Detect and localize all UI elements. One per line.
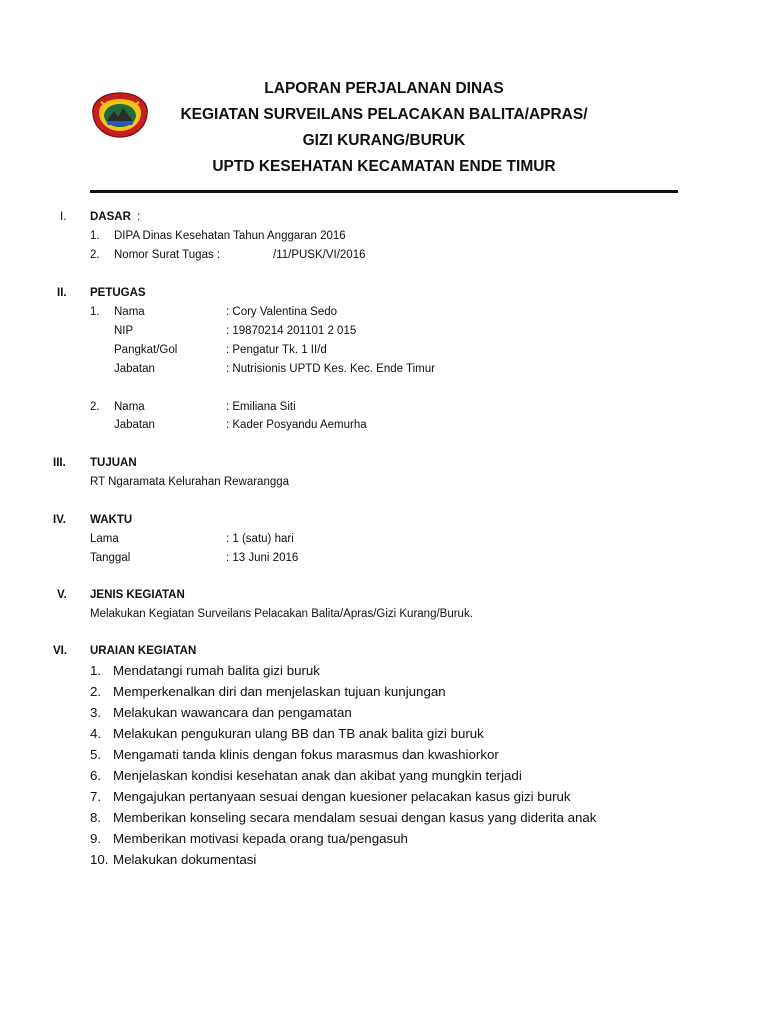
section-numeral-petugas: II. [57,287,67,299]
waktu-field-value: : 1 (satu) hari [226,533,294,545]
section-numeral-uraian: VI. [53,645,68,657]
section-title-dasar-colon: : [137,211,141,223]
uraian-item-number: 5. [90,747,102,762]
dasar-item-number: 2. [90,249,100,261]
section-numeral-jenis: V. [57,589,67,601]
header-title-line-4: UPTD KESEHATAN KECAMATAN ENDE TIMUR [212,158,556,175]
header-title-line-1: LAPORAN PERJALANAN DINAS [264,80,504,97]
uraian-item-number: 8. [90,810,102,825]
officer-field-label: Pangkat/Gol [114,344,178,356]
officer-field-value: : 19870214 201101 2 015 [226,325,357,337]
uraian-item-number: 3. [90,705,102,720]
section-title-waktu: WAKTU [90,514,133,526]
uraian-item-number: 10. [90,852,109,867]
officer-field-value: : Kader Posyandu Aemurha [226,419,367,431]
section-title-jenis: JENIS KEGIATAN [90,589,185,601]
officer-field-label: Nama [114,306,145,318]
uraian-item-text: Melakukan wawancara dan pengamatan [113,705,352,720]
uraian-item-number: 2. [90,684,102,699]
officer-number: 2. [90,401,100,413]
officer-field-value: : Pengatur Tk. 1 II/d [226,344,327,356]
waktu-field-label: Lama [90,533,119,545]
uraian-item-text: Melakukan dokumentasi [113,852,257,867]
dasar-item-text: Nomor Surat Tugas : [114,249,221,261]
tujuan-text: RT Ngaramata Kelurahan Rewarangga [90,476,290,488]
uraian-item-number: 7. [90,789,102,804]
officer-field-label: Jabatan [114,363,155,375]
officer-number: 1. [90,306,100,318]
uraian-item-text: Mengamati tanda klinis dengan fokus marasmus dan kwashiorkor [113,747,499,762]
dasar-item-text: DIPA Dinas Kesehatan Tahun Anggaran 2016 [114,230,346,242]
section-title-petugas: PETUGAS [90,287,146,299]
section-numeral-tujuan: III. [53,457,66,469]
officer-field-value: : Emiliana Siti [226,401,296,413]
uraian-item-text: Memberikan motivasi kepada orang tua/pengasuh [113,831,408,846]
uraian-item-text: Memperkenalkan diri dan menjelaskan tujuan kunjungan [113,684,446,699]
uraian-item-text: Memberikan konseling secara mendalam sesuai dengan kasus yang diderita anak [113,810,597,825]
section-title-tujuan: TUJUAN [90,457,137,469]
officer-field-value: : Cory Valentina Sedo [226,306,338,318]
jenis-text: Melakukan Kegiatan Surveilans Pelacakan Balita/Apras/Gizi Kurang/Buruk. [90,608,473,620]
section-numeral-dasar: I. [60,211,67,223]
uraian-item-text: Menjelaskan kondisi kesehatan anak dan akibat yang mungkin terjadi [113,768,522,783]
dasar-item-number: 1. [90,230,100,242]
header-divider [90,190,678,193]
section-title-uraian: URAIAN KEGIATAN [90,645,197,657]
officer-field-label: Nama [114,401,145,413]
officer-field-label: NIP [114,325,134,337]
header-title-line-2: KEGIATAN SURVEILANS PELACAKAN BALITA/APRAS/ [180,106,588,123]
uraian-item-text: Melakukan pengukuran ulang BB dan TB anak balita gizi buruk [113,726,484,741]
waktu-field-value: : 13 Juni 2016 [226,552,299,564]
header-title-line-3: GIZI KURANG/BURUK [302,132,466,149]
uraian-item-number: 9. [90,831,102,846]
officer-field-label: Jabatan [114,419,155,431]
uraian-item-text: Mengajukan pertanyaan sesuai dengan kuesioner pelacakan kasus gizi buruk [113,789,571,804]
uraian-item-number: 1. [90,663,102,678]
section-numeral-waktu: IV. [53,514,67,526]
waktu-field-label: Tanggal [90,552,131,564]
section-title-dasar: DASAR [90,211,131,223]
surat-tugas-number: /11/PUSK/VI/2016 [273,249,366,261]
uraian-item-number: 6. [90,768,102,783]
uraian-item-text: Mendatangi rumah balita gizi buruk [113,663,320,678]
uraian-item-number: 4. [90,726,102,741]
officer-field-value: : Nutrisionis UPTD Kes. Kec. Ende Timur [226,363,435,375]
